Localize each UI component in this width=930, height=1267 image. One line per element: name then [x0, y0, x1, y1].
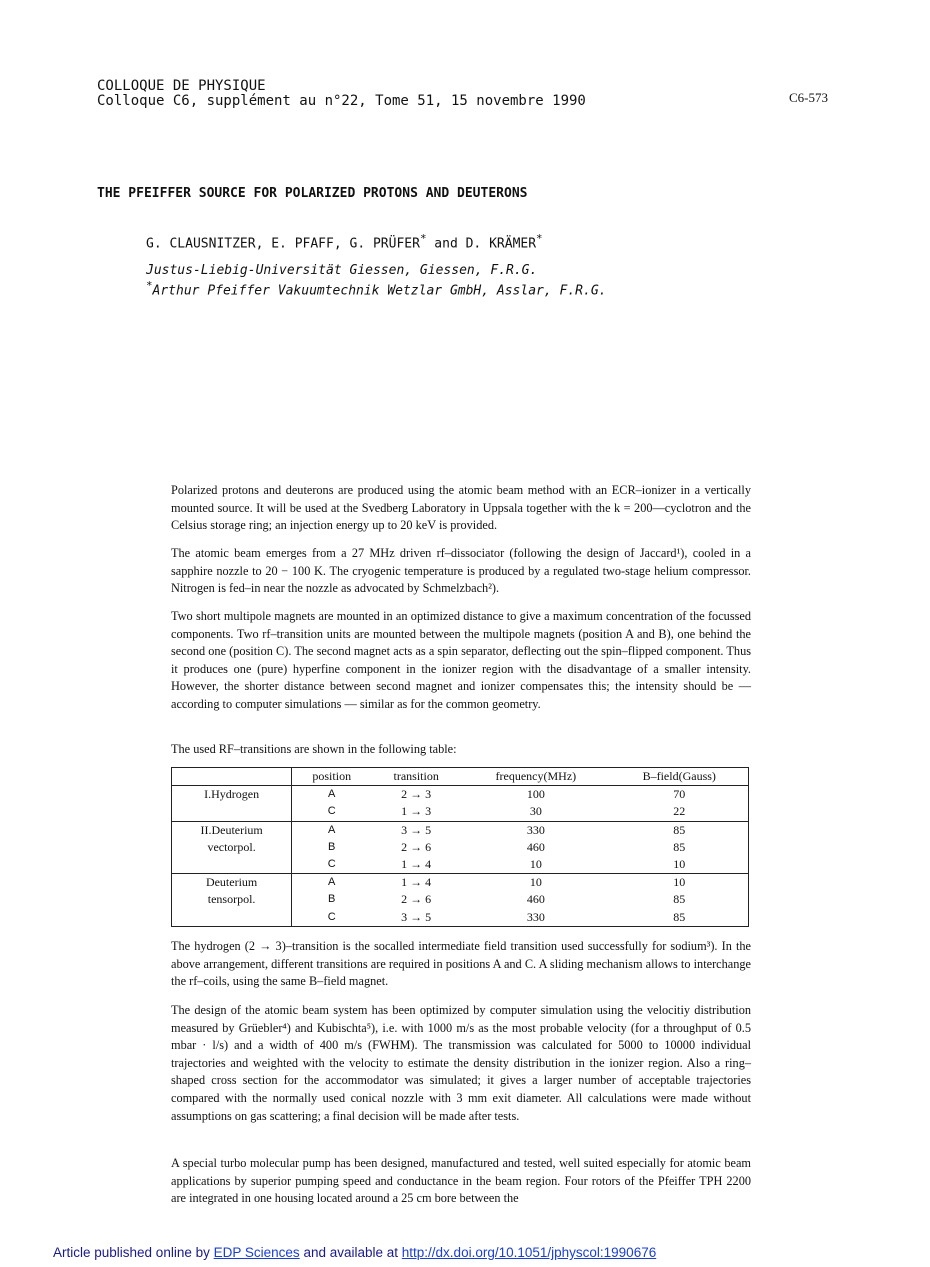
- table-row: [172, 891, 749, 908]
- transition-cell: 2 → 6: [401, 892, 432, 907]
- table-header-row: [172, 768, 749, 786]
- group-label: Deuterium: [172, 874, 292, 892]
- table-header-cell: position: [292, 768, 372, 786]
- position-cell: C: [327, 805, 336, 818]
- transition-cell: 1 → 4: [371, 874, 461, 892]
- table-row: [172, 909, 749, 927]
- group-label: I.Hydrogen: [172, 786, 292, 804]
- bfield-cell: 85: [673, 909, 686, 924]
- authors-main: G. CLAUSNITZER, E. PFAFF, G. PRÜFER: [146, 236, 420, 252]
- frequency-cell: 460: [526, 892, 545, 907]
- bfield-cell: 70: [673, 787, 686, 802]
- paragraph-atomic-beam: The atomic beam emerges from a 27 MHz driven rf–dissociator (following the design of Jaccard¹), cooled in a sapphire nozzle to 20 − 100 K. The cryogenic temperature is produced by a regulated two-stage helium compressor. Nitrogen is fed–in near the nozzle as advocated by Schmelzbach²).: [171, 546, 751, 596]
- transition-cell: 2 → 6: [401, 839, 432, 854]
- table-header-cell: B–field(Gauss): [611, 768, 749, 786]
- table-caption: The used RF–transitions are shown in the following table:: [171, 742, 457, 756]
- transition-cell: 1 → 3: [401, 804, 432, 819]
- table-header-cell: transition: [371, 768, 461, 786]
- bfield-cell: 10: [611, 874, 749, 892]
- table-row: [172, 803, 749, 821]
- affiliation-1: Justus-Liebig-Universität Giessen, Giessen, F.R.G.: [146, 263, 538, 278]
- bfield-cell: 85: [673, 839, 686, 854]
- frequency-cell: 460: [526, 839, 545, 854]
- frequency-cell: 30: [529, 804, 542, 819]
- publication-footer: [53, 1245, 656, 1260]
- bfield-cell: 85: [611, 821, 749, 839]
- table-header-cell: frequency(MHz): [461, 768, 610, 786]
- position-cell: A: [328, 788, 336, 801]
- publisher-link[interactable]: EDP Sciences: [213, 1245, 300, 1260]
- journal-issue: Colloque C6, supplément au n°22, Tome 51, 15 novembre 1990: [97, 93, 586, 109]
- table-row: [172, 839, 749, 856]
- affiliation-marker: *: [419, 232, 427, 245]
- paragraph-hydrogen-transition: The hydrogen (2 → 3)–transition is the socalled intermediate field transition used successfully for sodium³). In the above arrangement, different transitions are required in positions A and C. A sliding mechanism allows to interchange the rf–coils, using the same B–field magnet.: [171, 939, 751, 989]
- position-cell: A: [292, 874, 372, 892]
- position-cell: C: [327, 858, 336, 871]
- frequency-cell: 330: [526, 909, 545, 924]
- frequency-cell: 10: [461, 874, 610, 892]
- group-label: [172, 856, 292, 874]
- frequency-cell: 10: [529, 857, 542, 872]
- group-label: tensorpol.: [172, 891, 292, 908]
- page-number: C6-573: [789, 90, 828, 105]
- position-cell: A: [292, 821, 372, 839]
- footer-prefix: Article published online by: [53, 1245, 210, 1260]
- bfield-cell: 22: [673, 804, 686, 819]
- group-label: [172, 909, 292, 927]
- bfield-cell: 10: [673, 857, 686, 872]
- paragraph-turbo-pump: A special turbo molecular pump has been designed, manufactured and tested, well suited especially for atomic beam applications by superior pumping speed and conductance in the beam region. Four rotors of the Pfeiffer TPH 2200 are integrated in one housing located around a 25 cm bore between the: [171, 1156, 751, 1206]
- paragraph-multipole: Two short multipole magnets are mounted in an optimized distance to give a maximum concentration of the focussed components. Two rf–transition units are mounted between the multipole magnets (position A and B), one behind the second one (position C). The second magnet acts as a spin separator, deflecting out the spin–flipped component. Thus it produces one (pure) hyperfine component in the ionizer region with the disadvantage of a smaller intensity. However, the shorter distance between second magnet and ionizer compensates this; the intensity should be — according to computer simulations — similar as for the common geometry.: [171, 609, 751, 711]
- frequency-cell: 330: [461, 821, 610, 839]
- paper-title: THE PFEIFFER SOURCE FOR POLARIZED PROTONS AND DEUTERONS: [97, 186, 528, 201]
- transition-cell: 2 → 3: [401, 787, 432, 802]
- bfield-cell: 85: [673, 892, 686, 907]
- table-row: [172, 786, 749, 804]
- journal-name: COLLOQUE DE PHYSIQUE: [97, 78, 266, 94]
- position-cell: B: [328, 893, 336, 906]
- table-row: [172, 821, 749, 839]
- position-cell: B: [328, 840, 336, 853]
- authors-last: and D. KRÄMER: [434, 236, 537, 252]
- table-header-cell: [172, 768, 292, 786]
- affiliation-2: *Arthur Pfeiffer Vakuumtechnik Wetzlar GmbH, Asslar, F.R.G.: [146, 279, 607, 299]
- rf-transitions-table: [171, 767, 749, 927]
- paragraph-simulation: The design of the atomic beam system has been optimized by computer simulation using the velocitiy distribution measured by Grüebler⁴) and Kubischta⁵), i.e. with 1000 m/s as the most probable velocity (for a throughput of 0.5 mbar · l/s) and a width of 400 m/s (FWHM). The transmission was calculated for 5000 to 10000 individual trajectories and weighted with the velocity to estimate the density distribution in the ionizer region. Also a ring–shaped cross section for the accommodator was simulated; it gives a larger number of acceptable trajectories compared with the normally used conical nozzle with 3 mm exit diameter. All calculations were made without assumptions on gas scattering; a final decision will be made after tests.: [171, 1003, 751, 1123]
- group-label: [172, 803, 292, 821]
- transition-cell: 3 → 5: [371, 821, 461, 839]
- position-cell: C: [327, 910, 336, 923]
- doi-link[interactable]: http://dx.doi.org/10.1051/jphyscol:1990676: [401, 1245, 657, 1260]
- affiliation-marker: *: [146, 279, 153, 292]
- transition-cell: 1 → 4: [401, 857, 432, 872]
- table-row: [172, 874, 749, 892]
- table-row: [172, 856, 749, 874]
- transition-cell: 3 → 5: [401, 909, 432, 924]
- author-list: [146, 232, 543, 251]
- footer-middle: and available at: [303, 1245, 399, 1260]
- group-label: II.Deuterium: [172, 821, 292, 839]
- frequency-cell: 100: [526, 787, 545, 802]
- paragraph-intro: Polarized protons and deuterons are produced using the atomic beam method with an ECR–ionizer in a vertically mounted source. It will be used at the Svedberg Laboratory in Uppsala together with the k = 200—cyclotron and the Celsius storage ring; an injection energy up to 20 keV is provided.: [171, 483, 751, 533]
- group-label: vectorpol.: [172, 839, 292, 856]
- affiliation-marker: *: [536, 232, 543, 245]
